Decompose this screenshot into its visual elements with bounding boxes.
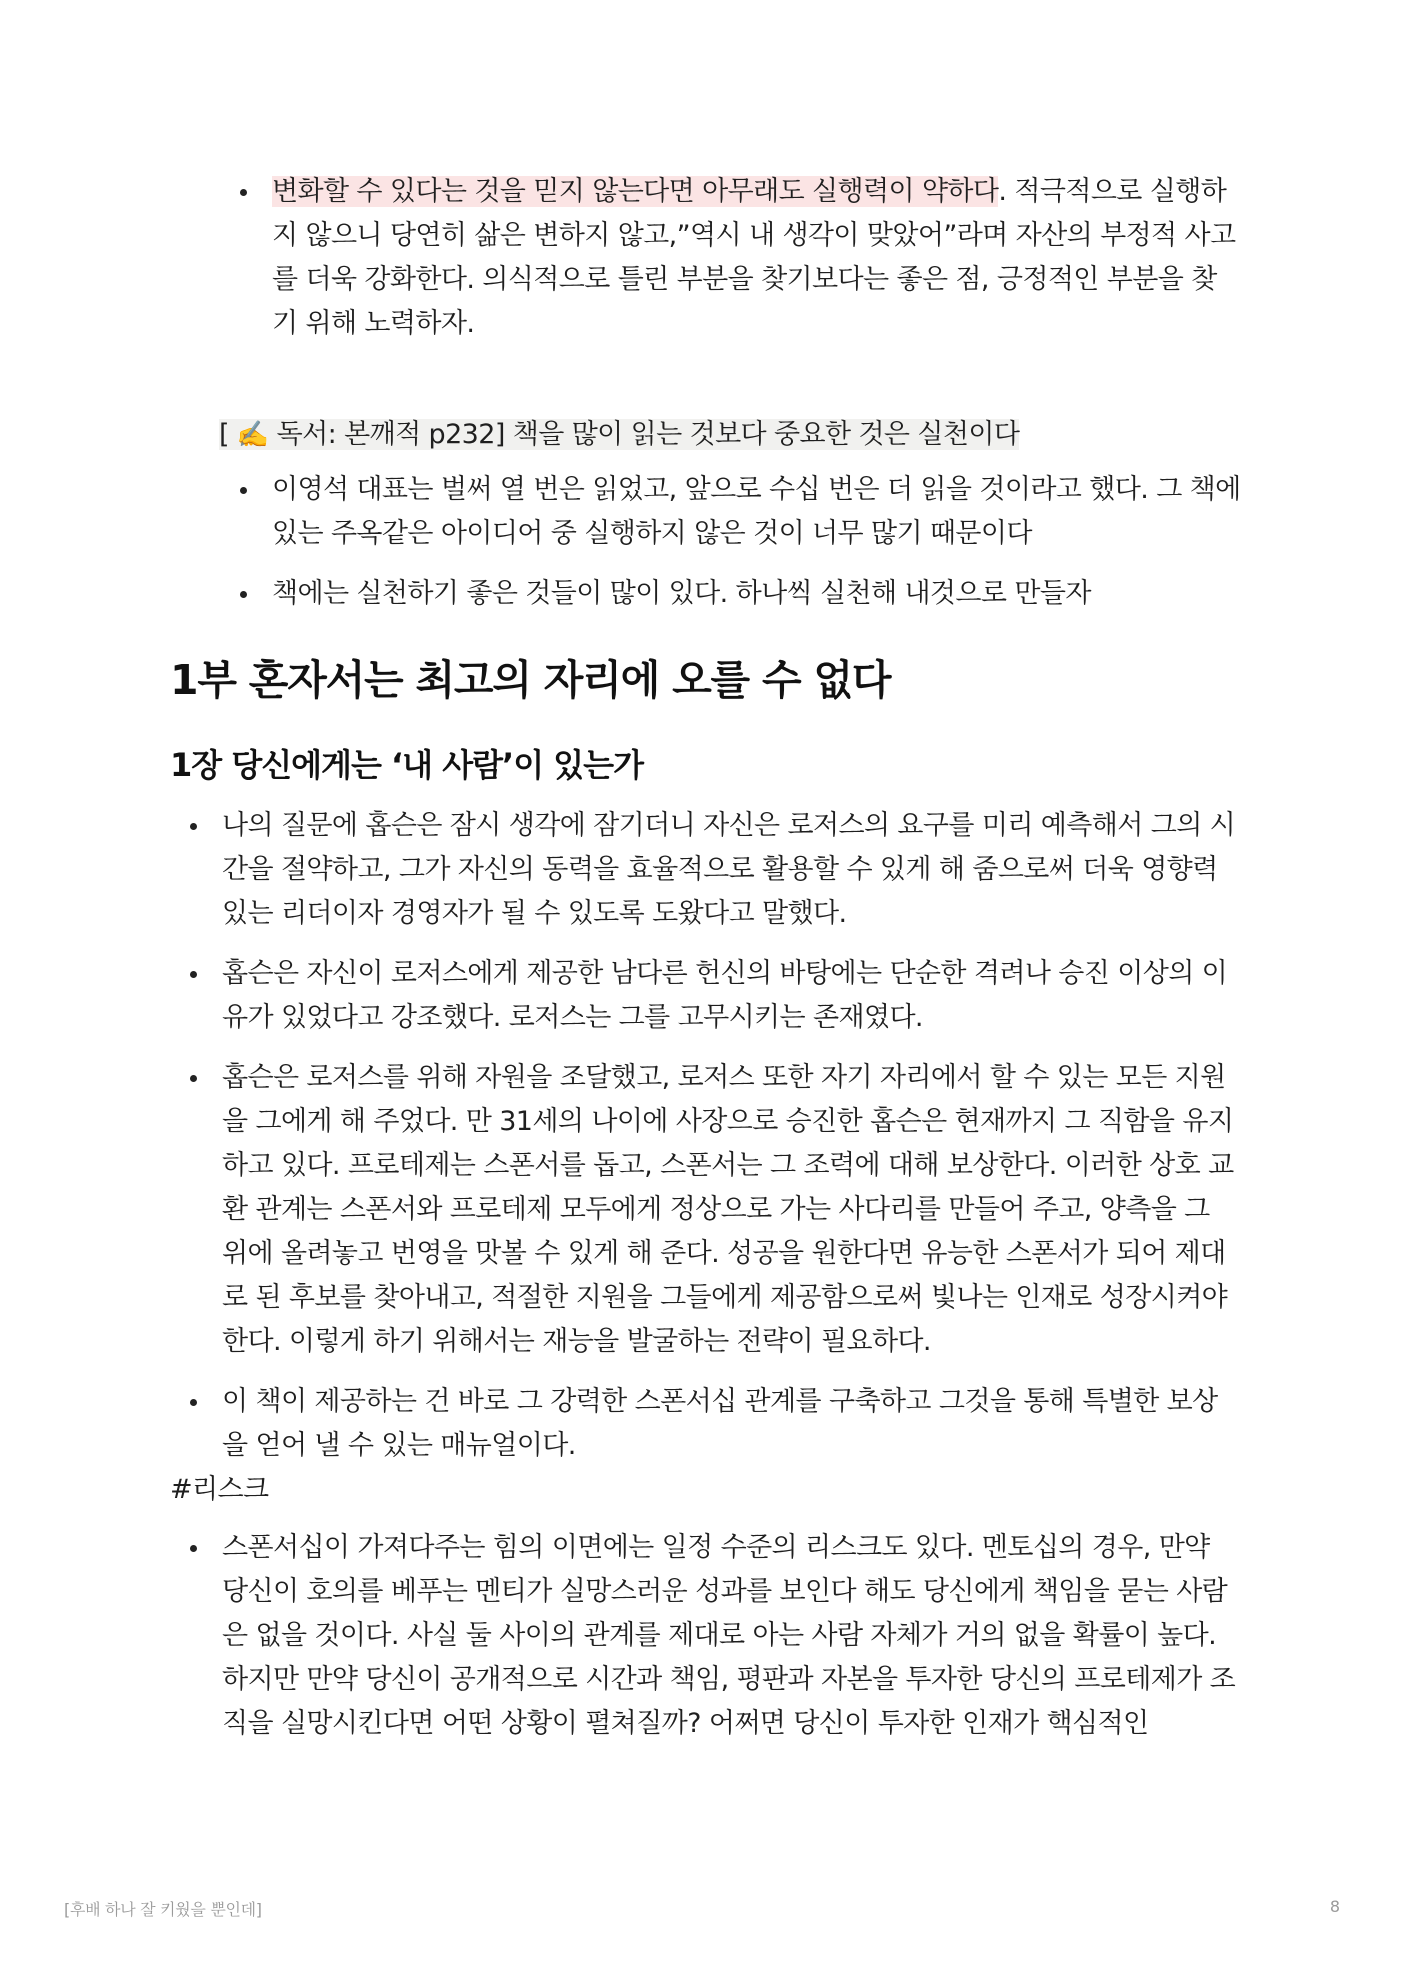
list-item: 나의 질문에 홉슨은 잠시 생각에 잠기더니 자신은 로저스의 요구를 미리 예측해서 그의 시간을 절약하고, 그가 자신의 동력을 효율적으로 활용할 수 있게 해 줌으로써 더욱 영향력 있는 리더이자 경영자가 될 수 있도록 도왔다고 말했다. [222,804,1242,936]
hashtag-risk: #리스크 [170,1474,269,1505]
list-item: 홉슨은 자신이 로저스에게 제공한 남다른 헌신의 바탕에는 단순한 격려나 승진 이상의 이유가 있었다고 강조했다. 로저스는 그를 고무시키는 존재였다. [222,952,1242,1040]
risk-bullet-list [222,1526,1242,1746]
list-item: 이 책이 제공하는 건 바로 그 강력한 스폰서십 관계를 구축하고 그것을 통해 특별한 보상을 얻어 낼 수 있는 매뉴얼이다. [222,1380,1242,1468]
continued-bullet-list [272,170,1242,346]
reading-note-highlight [219,419,1019,450]
reading-note-callout [219,413,1019,457]
reading-note-text: 독서: 본깨적 p232] 책을 많이 읽는 것보다 중요한 것은 실천이다 [268,419,1020,450]
list-item: 이영석 대표는 벌써 열 번은 읽었고, 앞으로 수십 번은 더 읽을 것이라고 했다. 그 책에 있는 주옥같은 아이디어 중 실행하지 않은 것이 너무 많기 때문이다 [272,468,1242,556]
writing-hand-icon: ✍️ [236,420,269,450]
reading-bullet-list [272,468,1242,616]
list-item-text: . 적극적으로 실행하지 않으니 당연히 삶은 변하지 않고,”역시 내 생각이 맞았어”라며 자산의 부정적 사고를 더욱 강화한다. 의식적으로 틀린 부분을 찾기보다는 좋은 점, 긍정적인 부분을 찾기 위해 노력하자. [272,176,1236,339]
chapter-bullet-list [222,804,1242,1468]
list-item: 스폰서십이 가져다주는 힘의 이면에는 일정 수준의 리스크도 있다. 멘토십의 경우, 만약 당신이 호의를 베푸는 멘티가 실망스러운 성과를 보인다 해도 당신에게 책임을 묻는 사람은 없을 것이다. 사실 둘 사이의 관계를 제대로 아는 사람 자체가 거의 없을 확률이 높다. 하지만 만약 당신이 공개적으로 시간과 책임, 평판과 자본을 투자한 당신의 프로테제가 조직을 실망시킨다면 어떤 상황이 펼쳐질까? 어쩌면 당신이 투자한 인재가 핵심적인 [222,1526,1242,1746]
page-number: 8 [1329,1897,1340,1916]
highlighted-text: 변화할 수 있다는 것을 믿지 않는다면 아무래도 실행력이 약하다 [272,176,999,207]
list-item [272,170,1242,346]
part-heading: 1부 혼자서는 최고의 자리에 오를 수 없다 [170,656,891,704]
chapter-heading: 1장 당신에게는 ‘내 사람’이 있는가 [170,746,643,784]
footer-book-title: [후배 하나 잘 키웠을 뿐인데] [64,1900,262,1919]
list-item: 홉슨은 로저스를 위해 자원을 조달했고, 로저스 또한 자기 자리에서 할 수 있는 모든 지원을 그에게 해 주었다. 만 31세의 나이에 사장으로 승진한 홉슨은 현재까지 그 직함을 유지하고 있다. 프로테제는 스폰서를 돕고, 스폰서는 그 조력에 대해 보상한다. 이러한 상호 교환 관계는 스폰서와 프로테제 모두에게 정상으로 가는 사다리를 만들어 주고, 양측을 그 위에 올려놓고 번영을 맛볼 수 있게 해 준다. 성공을 원한다면 유능한 스폰서가 되어 제대로 된 후보를 찾아내고, 적절한 지원을 그들에게 제공함으로써 빛나는 인재로 성장시켜야 한다. 이렇게 하기 위해서는 재능을 발굴하는 전략이 필요하다. [222,1056,1242,1364]
list-item: 책에는 실천하기 좋은 것들이 많이 있다. 하나씩 실천해 내것으로 만들자 [272,572,1242,616]
reading-note-bracket: [ [219,419,237,450]
